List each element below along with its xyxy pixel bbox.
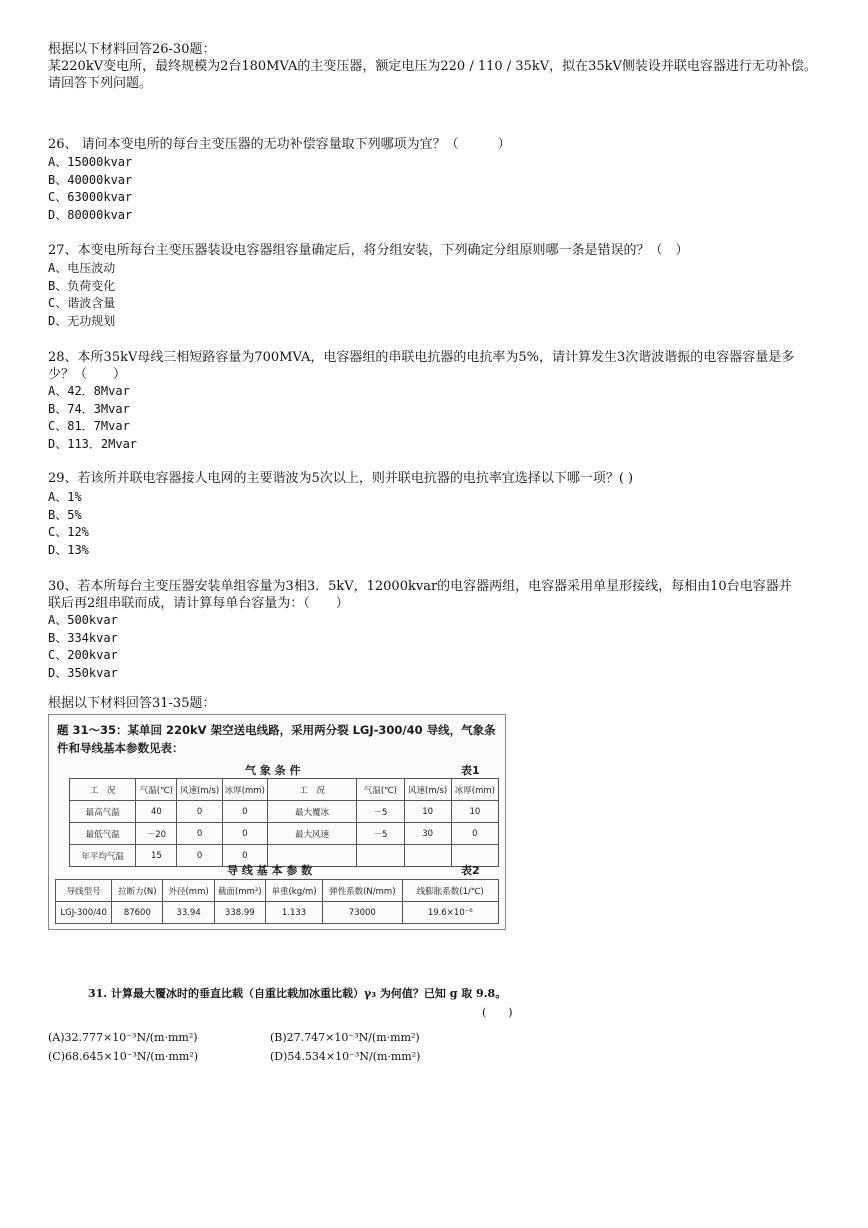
option-27-a: A、电压波动 [48, 261, 116, 275]
table-cell: 1.133 [265, 902, 322, 924]
weather-conditions-table [69, 778, 499, 867]
table-cell: －5 [357, 823, 404, 845]
table1-col: 气温(℃) [357, 779, 404, 801]
option-29-d: D、13% [48, 542, 89, 557]
table2-col: 单重(kg/m) [265, 880, 322, 902]
table-cell: 0 [177, 845, 222, 867]
material-heading-26-30: 根据以下材料回答26-30题： [48, 42, 216, 57]
table2-col: 截面(mm²) [214, 880, 265, 902]
option-27-d: D、无功规划 [48, 313, 116, 328]
question-28-options [48, 383, 137, 453]
table-cell: 30 [404, 823, 451, 845]
question-27-options [48, 260, 115, 330]
option-26-c: C、63000kvar [48, 190, 133, 205]
option-27-b: B、负荷变化 [48, 278, 116, 293]
option-31-c: (C)68.645×10⁻³N/(m·mm²) [48, 1050, 199, 1063]
table2-header-row [56, 880, 499, 902]
option-28-b: B、74．3Mvar [48, 401, 130, 416]
table-cell: 0 [222, 801, 267, 823]
question-29-options [48, 489, 89, 559]
option-27-c: C、谐波含量 [48, 296, 116, 311]
material-text-26-30: 某220kV变电所，最终规模为2台180MVA的主变压器，额定电压为220 / 110 / 35kV，拟在35kV侧装设并联电容器进行无功补偿。请回答下列问题。 [48, 59, 817, 91]
table2-col: 拉断力(N) [112, 880, 163, 902]
table-cell [357, 845, 404, 867]
scanned-parameter-table [48, 714, 506, 930]
table2-title: 导 线 基 本 参 数 [227, 864, 313, 877]
table-cell: 0 [222, 845, 267, 867]
table-cell: 最高气温 [70, 801, 136, 823]
table-cell: 0 [222, 823, 267, 845]
table-cell: －20 [136, 823, 177, 845]
table-cell: 最大风速 [267, 823, 356, 845]
table1-col: 冰厚(mm) [222, 779, 267, 801]
option-30-b: B、334kvar [48, 630, 118, 645]
table-cell: 10 [451, 801, 498, 823]
table-cell: 73000 [323, 902, 402, 924]
scan-table-header: 题 31～35：某单回 220kV 架空送电线路，采用两分裂 LGJ-300/40 导线，气象条件和导线基本参数见表： [57, 723, 496, 755]
table1-title: 气 象 条 件 [245, 764, 301, 777]
table-cell: 最低气温 [70, 823, 136, 845]
option-31-a: (A)32.777×10⁻³N/(m·mm²) [48, 1031, 198, 1044]
table-cell [404, 845, 451, 867]
table2-col: 弹性系数(N/mm) [323, 880, 402, 902]
table1-col: 风速(m/s) [177, 779, 222, 801]
table1-label: 表1 [461, 764, 480, 777]
option-31-d: (D)54.534×10⁻³N/(m·mm²) [270, 1050, 421, 1063]
table-cell: 33.94 [163, 902, 214, 924]
table-row [56, 902, 499, 924]
table-cell: LGJ-300/40 [56, 902, 112, 924]
table1-col: 冰厚(mm) [451, 779, 498, 801]
table-row [70, 823, 499, 845]
table1-header-row [70, 779, 499, 801]
table1-col: 风速(m/s) [404, 779, 451, 801]
table-row [70, 801, 499, 823]
table2-col: 外径(mm) [163, 880, 214, 902]
table-cell: 19.6×10⁻⁶ [402, 902, 499, 924]
table2-col: 导线型号 [56, 880, 112, 902]
table2-label: 表2 [461, 864, 480, 877]
option-30-d: D、350kvar [48, 665, 118, 680]
option-26-d: D、80000kvar [48, 207, 133, 222]
table-cell: 40 [136, 801, 177, 823]
table1-col: 工 况 [70, 779, 136, 801]
material-heading-31-35: 根据以下材料回答31-35题： [48, 696, 216, 711]
question-29-stem: 29、若该所并联电容器接人电网的主要谐波为5次以上，则并联电抗器的电抗率宜选择以下哪一项？( ) [48, 471, 634, 486]
option-29-b: B、5% [48, 507, 82, 522]
question-30-options [48, 612, 118, 682]
table-cell: －5 [357, 801, 404, 823]
table1-col: 工 况 [267, 779, 356, 801]
question-31-stem: 31. 计算最大覆冰时的垂直比载（自重比载加冰重比载）γ₃ 为何值？已知 g 取 9.8。 [88, 987, 507, 1000]
table-cell: 0 [177, 823, 222, 845]
table-cell: 10 [404, 801, 451, 823]
table-cell: 0 [177, 801, 222, 823]
question-31-blank: ( ) [482, 1006, 513, 1019]
table-cell: 87600 [112, 902, 163, 924]
option-29-a: A、1% [48, 490, 82, 504]
table2-col: 线膨胀系数(1/℃) [402, 880, 499, 902]
option-28-a: A、42．8Mvar [48, 384, 130, 398]
option-28-c: C、81．7Mvar [48, 419, 130, 434]
option-31-b: (B)27.747×10⁻³N/(m·mm²) [270, 1031, 420, 1044]
option-28-d: D、113．2Mvar [48, 436, 138, 451]
table-cell: 15 [136, 845, 177, 867]
question-30-stem: 30、若本所每台主变压器安装单组容量为3相3．5kV，12000kvar的电容器两组，电容器采用单星形接线，每相由10台电容器并 联后再2组串联而成，请计算每单台容量为：（ ） [48, 579, 831, 611]
table-cell: 0 [451, 823, 498, 845]
question-26-stem: 26、 请问本变电所的每台主变压器的无功补偿容量取下列哪项为宜？（ ） [48, 137, 511, 152]
question-27-stem: 27、本变电所每台主变压器装设电容器组容量确定后，将分组安装，下列确定分组原则哪一条是错误的？（ ） [48, 243, 689, 258]
option-29-c: C、12% [48, 525, 89, 540]
table-cell: 338.99 [214, 902, 265, 924]
question-26-options [48, 154, 132, 224]
option-26-a: A、15000kvar [48, 155, 133, 169]
option-30-c: C、200kvar [48, 648, 118, 663]
table-cell: 年平均气温 [70, 845, 136, 867]
conductor-parameters-table [55, 879, 499, 924]
table-cell: 最大覆冰 [267, 801, 356, 823]
option-26-b: B、40000kvar [48, 172, 133, 187]
question-28-stem: 28、本所35kV母线三相短路容量为700MVA，电容器组的串联电抗器的电抗率为5%，请计算发生3次谐波谐振的电容器容量是多少？（ ） [48, 350, 795, 382]
table1-col: 气温(℃) [136, 779, 177, 801]
option-30-a: A、500kvar [48, 613, 118, 627]
